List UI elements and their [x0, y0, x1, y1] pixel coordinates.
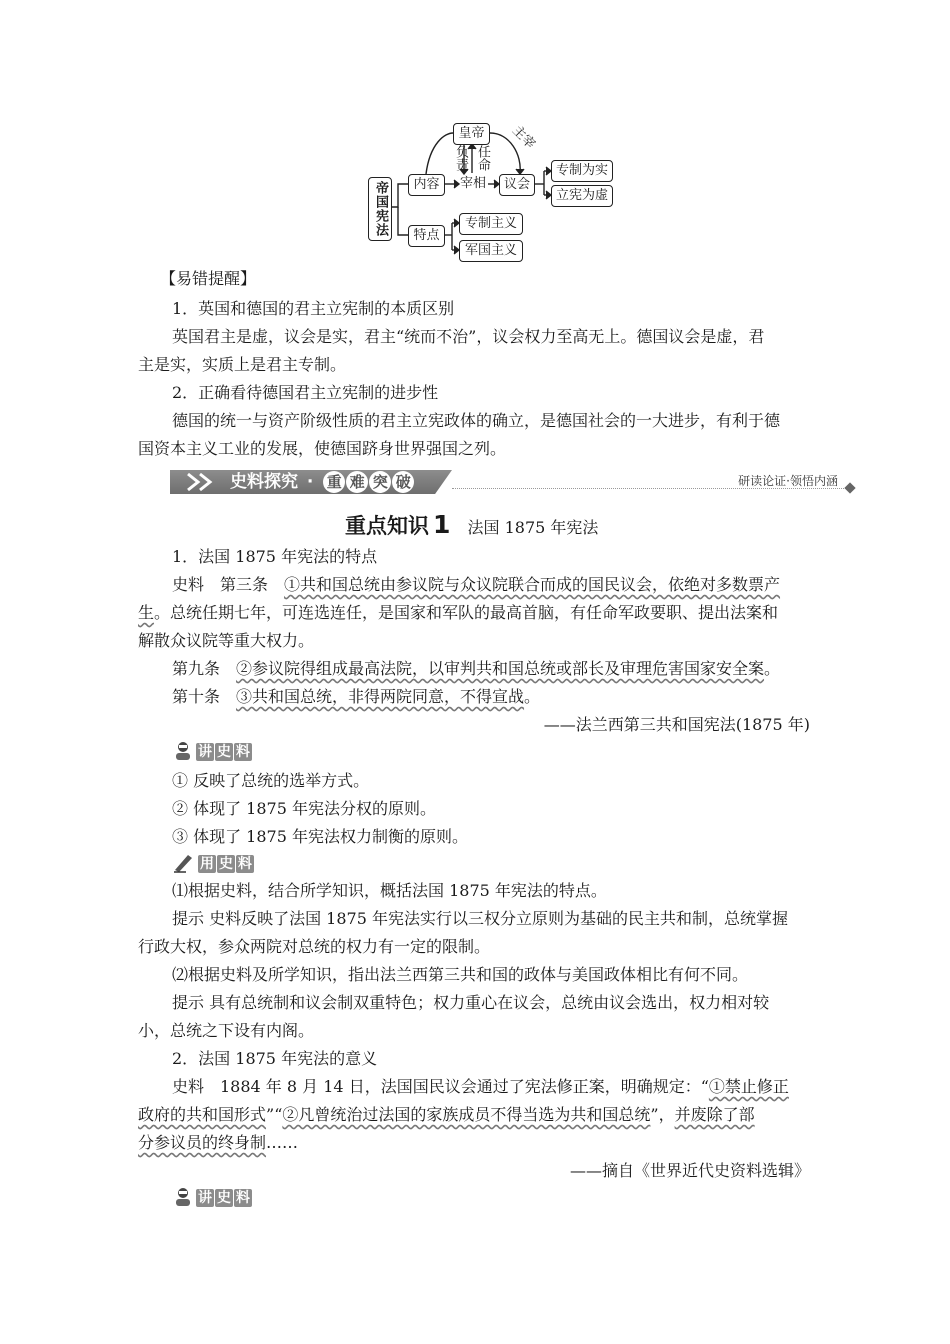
- answer1-line1: 提示 史料反映了法国 1875 年宪法实行以三权分立原则为基础的民主共和制，总统掌握: [172, 909, 788, 928]
- diagram-label-dominate: 主宰: [508, 123, 538, 153]
- pen-icon: [172, 852, 196, 874]
- banner-char-4: 破: [392, 471, 414, 493]
- pitfall-item2-title: 2．正确看待德国君主立宪制的进步性: [172, 383, 439, 402]
- part1-source-line2: [138, 602, 778, 624]
- article10-end: 。: [524, 687, 541, 706]
- part2-line2-quote-a: 政府的共和国形式: [138, 1105, 267, 1124]
- part1-src-line1-quote: ①共和国总统由参议院与众议院联合而成的国民议会，依绝对多数票产: [284, 575, 781, 594]
- article10-label: 第十条: [172, 687, 237, 706]
- banner-char-1: 重: [323, 471, 345, 493]
- explain-tag-1-char-1: 讲: [198, 744, 212, 760]
- part2-line2-sep2: ”，: [650, 1105, 675, 1124]
- diagram-chancellor: 宰相: [460, 176, 487, 191]
- part2-line2-quote-b: ②凡曾统治过法国的家族成员不得当选为共和国总统: [282, 1105, 651, 1124]
- question2: ⑵根据史料及所学知识，指出法兰西第三共和国的政体与美国政体相比有何不同。: [172, 965, 749, 984]
- diamond-icon: [844, 482, 855, 493]
- section-banner: [170, 470, 860, 494]
- part2-line2: [138, 1104, 755, 1126]
- part2-line2-sep: ”“: [266, 1105, 283, 1124]
- article9-quote: ②参议院得组成最高法院，以审判共和国总统或部长及审理危害国家安全案: [236, 659, 765, 678]
- use-tag-char-1: 用: [200, 856, 214, 872]
- banner-title: [230, 470, 414, 494]
- diagram-emperor-box: 皇帝: [453, 123, 490, 145]
- diagram-real-autocracy-box: 专制为实: [551, 160, 613, 182]
- part2-line3-end: ……: [266, 1133, 299, 1152]
- article10-quote: ③共和国总统，非得两院同意，不得宣战: [236, 687, 525, 706]
- banner-title-left: 史料探究: [230, 472, 298, 492]
- part1-article9: [172, 658, 780, 680]
- diagram-root-constitution: 帝国宪法: [368, 177, 392, 241]
- part1-article10: [172, 686, 540, 708]
- answer2-line1: 提示 具有总统制和议会制双重特色；权力重心在议会，总统由议会选出，权力相对较: [172, 993, 770, 1012]
- explain2: ② 体现了 1875 年宪法分权的原则。: [172, 799, 436, 818]
- use-tag-char-3: 料: [238, 856, 252, 872]
- part2-title: 2．法国 1875 年宪法的意义: [172, 1049, 378, 1068]
- banner-char-3: 突: [369, 471, 391, 493]
- article9-label: 第九条: [172, 659, 237, 678]
- pitfall-item2-line2: 国资本主义工业的发展，使德国跻身世界强国之列。: [138, 439, 507, 458]
- part1-src-line2-quote: 生: [138, 603, 155, 622]
- teacher-icon-2: [172, 1186, 194, 1208]
- pitfall-heading: 【易错提醒】: [160, 269, 257, 288]
- explain1: ① 反映了总统的选举方式。: [172, 771, 370, 790]
- part2-line1: [172, 1076, 789, 1098]
- section-heading: [345, 510, 598, 540]
- diagram-content-box: 内容: [408, 174, 445, 196]
- pitfall-item2-line1: 德国的统一与资产阶级性质的君主立宪政体的确立，是德国社会的一大进步，有利于德: [172, 411, 781, 430]
- banner-dot: ·: [306, 472, 314, 492]
- part2-line1-text: 史料 1884 年 8 月 14 日，法国国民议会通过了宪法修正案，明确规定：“: [172, 1077, 709, 1096]
- explain-tag-2-char-2: 史: [217, 1190, 231, 1206]
- part2-line1-quote: ①禁止修正: [708, 1077, 789, 1096]
- explain-tag-1-char-3: 料: [236, 744, 250, 760]
- double-chevron-icon: [184, 472, 224, 492]
- explain-tag-1: [196, 742, 253, 762]
- part1-src-line2-text: 。总统任期七年，可连选连任，是国家和军队的最高首脑，有任命军政要职、提出法案和: [154, 603, 779, 622]
- section-subtitle: 法国 1875 年宪法: [467, 518, 599, 537]
- section-heading-number: 1: [433, 510, 451, 539]
- explain-tag-2-char-3: 料: [236, 1190, 250, 1206]
- question1: ⑴根据史料，结合所学知识，概括法国 1875 年宪法的特点。: [172, 881, 607, 900]
- explain-tag-2: [196, 1188, 253, 1208]
- answer1-line2: 行政大权，参众两院对总统的权力有一定的限制。: [138, 937, 491, 956]
- diagram-parliament-box: 议会: [499, 174, 535, 196]
- banner-right-text: 研读论证·领悟内涵: [738, 474, 838, 488]
- diagram-nominal-constitution-box: 立宪为虚: [551, 185, 613, 207]
- pitfall-item1-line2: 主是实，实质上是君主专制。: [138, 355, 347, 374]
- pitfall-item1-title: 1．英国和德国的君主立宪制的本质区别: [172, 299, 455, 318]
- explain-tag-2-char-1: 讲: [198, 1190, 212, 1206]
- use-tag: [198, 854, 255, 874]
- structure-diagram: [360, 115, 620, 265]
- diagram-features-box: 特点: [408, 225, 445, 247]
- part2-source-citation: ——摘自《世界近代史资料选辑》: [569, 1161, 810, 1180]
- part1-source-citation: ——法兰西第三共和国宪法(1875 年): [543, 715, 810, 734]
- pitfall-item1-line1: 英国君主是虚，议会是实，君主“统而不治”，议会权力至高无上。德国议会是虚，君: [172, 327, 765, 346]
- explain-tag-1-char-2: 史: [217, 744, 231, 760]
- part2-line3-quote: 分参议员的终身制: [138, 1133, 267, 1152]
- teacher-icon: [172, 740, 194, 762]
- article9-end: 。: [764, 659, 781, 678]
- use-tag-char-2: 史: [219, 856, 233, 872]
- section-heading-label: 重点知识: [345, 514, 429, 538]
- part1-source-line3: 解散众议院等重大权力。: [138, 631, 315, 650]
- part1-source-line1: [172, 574, 780, 596]
- banner-char-2: 难: [346, 471, 368, 493]
- diagram-label-responsible: 负责: [453, 145, 468, 171]
- part1-title: 1．法国 1875 年宪法的特点: [172, 547, 378, 566]
- diagram-label-appoint: 任命: [475, 145, 490, 171]
- part1-src-line1-label: 史料 第三条: [172, 575, 285, 594]
- diagram-militarism-box: 军国主义: [459, 240, 523, 262]
- part2-line2-quote-c: 并废除了部: [674, 1105, 755, 1124]
- answer2-line2: 小，总统之下设有内阁。: [138, 1021, 315, 1040]
- explain3: ③ 体现了 1875 年宪法权力制衡的原则。: [172, 827, 468, 846]
- part2-line3: [138, 1132, 298, 1154]
- diagram-autocracy-box: 专制主义: [459, 213, 523, 235]
